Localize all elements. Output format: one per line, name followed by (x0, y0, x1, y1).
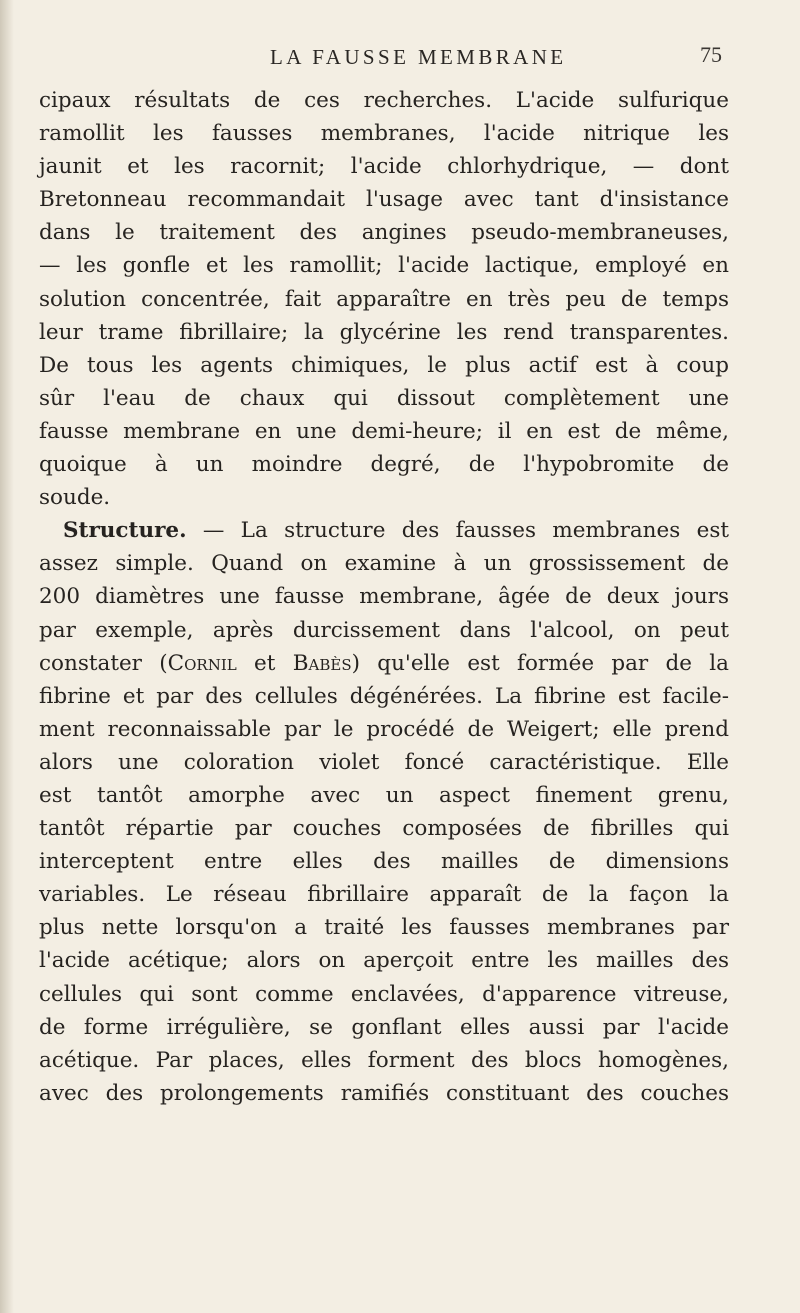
text-line: interceptent entre elles des mailles de dimensions (39, 849, 729, 875)
text-line: variables. Le réseau fibrillaire apparaît de la façon la (39, 882, 729, 908)
text-line: fausse membrane en une demi-heure; il en est de même, (39, 418, 729, 444)
page-number: 75 (700, 42, 722, 67)
text-line: tantôt répartie par couches composées de fibrilles qui (39, 816, 729, 842)
text-line: fibrine et par des cellules dégénérées. La fibrine est facile- (39, 683, 729, 709)
text-line-with-authors (39, 647, 729, 680)
text-line: jaunit et les racornit; l'acide chlorhydrique, — dont (39, 154, 729, 180)
text-line: sûr l'eau de chaux qui dissout complètement une (39, 385, 729, 411)
running-header (0, 0, 800, 80)
text-line: solution concentrée, fait apparaître en très peu de temps (39, 286, 729, 312)
text-line: ramollit les fausses membranes, l'acide nitrique les (39, 121, 729, 147)
text-line: ment reconnaissable par le procédé de Weigert; elle prend (39, 716, 729, 742)
text-line: leur trame fibrillaire; la glycérine les rend transparentes. (39, 319, 729, 345)
text-line: quoique à un moindre degré, de l'hypobromite de (39, 452, 729, 478)
text-line: de forme irrégulière, se gonflant elles aussi par l'acide (39, 1014, 729, 1040)
text-line: acétique. Par places, elles forment des blocs homogènes, (39, 1047, 729, 1073)
text-line: — les gonfle et les ramollit; l'acide lactique, employé en (39, 253, 729, 279)
section-heading-structure: Structure. (63, 518, 187, 544)
text-run: et (236, 650, 293, 676)
text-run: constater ( (39, 650, 168, 676)
section-paragraph-start (39, 514, 729, 547)
text-line: dans le traitement des angines pseudo-membraneuses, (39, 220, 729, 246)
text-line: soude. (39, 485, 111, 511)
text-line: De tous les agents chimiques, le plus actif est à coup (39, 352, 729, 378)
text-line: alors une coloration violet foncé caractéristique. Elle (39, 749, 729, 775)
text-line: 200 diamètres une fausse membrane, âgée de deux jours (39, 584, 729, 610)
text-line: l'acide acétique; alors on aperçoit entre les mailles des (39, 948, 729, 974)
text-line: par exemple, après durcissement dans l'alcool, on peut (39, 617, 729, 643)
binding-edge (0, 0, 14, 1313)
running-title: LA FAUSSE MEMBRANE (270, 45, 567, 69)
text-line: est tantôt amorphe avec un aspect finement grenu, (39, 782, 729, 808)
text-run: — La structure des fausses membranes est (186, 518, 729, 544)
body-text (39, 84, 729, 1110)
text-line: Bretonneau recommandait l'usage avec tant d'insistance (39, 187, 729, 213)
text-line: avec des prolongements ramifiés constituant des couches (39, 1080, 729, 1106)
text-line: cellules qui sont comme enclavées, d'apparence vitreuse, (39, 981, 729, 1007)
text-line: assez simple. Quand on examine à un grossissement de (39, 551, 729, 577)
author-name-babes: Babès (292, 650, 352, 676)
text-line: plus nette lorsqu'on a traité les fausses membranes par (39, 915, 729, 941)
text-run: ) qu'elle est formée par de la (351, 650, 729, 676)
text-line: cipaux résultats de ces recherches. L'acide sulfurique (39, 88, 729, 113)
author-name-cornil: Cornil (167, 650, 237, 676)
